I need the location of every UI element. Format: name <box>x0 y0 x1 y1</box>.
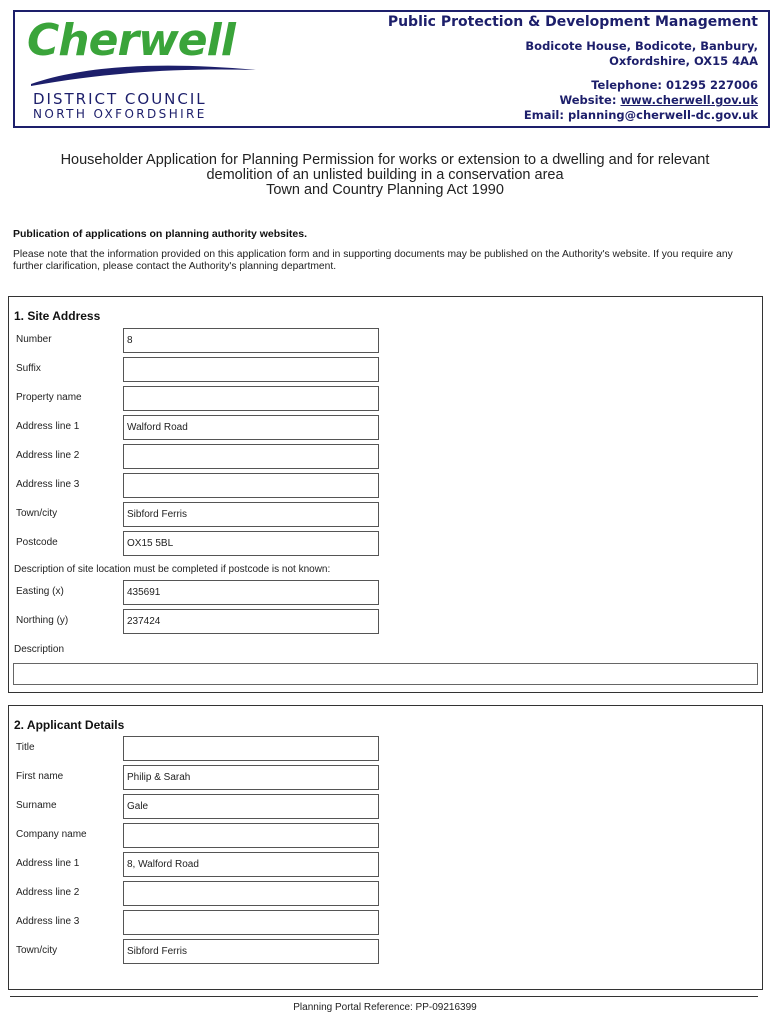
company-name-input[interactable] <box>123 823 379 848</box>
email[interactable]: Email: planning@cherwell-dc.gov.uk <box>523 108 758 122</box>
number-input[interactable] <box>123 328 379 353</box>
site-address-section <box>8 296 763 693</box>
field-label: Address line 3 <box>16 479 80 490</box>
website-label: Website: <box>559 93 621 107</box>
field-town-city <box>15 502 395 528</box>
telephone: Telephone: 01295 227006 <box>591 78 758 92</box>
suffix-input[interactable] <box>123 357 379 382</box>
footer-divider <box>10 996 758 997</box>
field-town-city <box>15 939 395 965</box>
field-address-line-3 <box>15 473 395 499</box>
address-line-2: Oxfordshire, OX15 4AA <box>609 54 758 68</box>
field-surname <box>15 794 395 820</box>
field-value: Gale <box>127 801 149 812</box>
portal-reference: Planning Portal Reference: PP-09216399 <box>293 1002 477 1013</box>
field-first-name <box>15 765 395 791</box>
field-label: Easting (x) <box>16 586 64 597</box>
council-logo-wordmark: Cherwell <box>27 15 235 66</box>
field-suffix <box>15 357 395 383</box>
field-label: Postcode <box>16 537 58 548</box>
first-name-input[interactable] <box>123 765 379 790</box>
publication-text: Please note that the information provided on this application form and in supporting documents may be published on the Authority's website. If you require any further clarification, please contact the Authority's planning department. <box>13 249 733 272</box>
field-label: Number <box>16 334 52 345</box>
property-name-input[interactable] <box>123 386 379 411</box>
town-city-input[interactable] <box>123 502 379 527</box>
field-value: 8 <box>127 335 133 346</box>
applicant-details-section <box>8 705 763 990</box>
field-value: 8, Walford Road <box>127 859 199 870</box>
form-title-line-2: demolition of an unlisted building in a conservation area <box>206 167 564 183</box>
address-line-3-input[interactable] <box>123 910 379 935</box>
publication-heading: Publication of applications on planning authority websites. <box>13 228 308 240</box>
letterhead <box>13 10 770 128</box>
field-label: Address line 1 <box>16 421 80 432</box>
form-title-line-1: Householder Application for Planning Permission for works or extension to a dwelling and for relevant <box>60 152 710 168</box>
address-line-2-input[interactable] <box>123 881 379 906</box>
field-label: Town/city <box>16 508 58 519</box>
section-title: 1. Site Address <box>14 309 101 323</box>
field-label: Northing (y) <box>16 615 69 626</box>
form-title <box>0 153 770 198</box>
field-value: OX15 5BL <box>127 538 174 549</box>
field-label: Title <box>16 742 35 753</box>
field-label: Address line 3 <box>16 916 80 927</box>
field-address-line-1 <box>15 415 395 441</box>
address-line-2-input[interactable] <box>123 444 379 469</box>
field-easting <box>15 580 395 606</box>
field-number <box>15 328 395 354</box>
address-line-1: Bodicote House, Bodicote, Banbury, <box>525 39 758 53</box>
form-title-line-3: Town and Country Planning Act 1990 <box>266 182 504 198</box>
field-value: Sibford Ferris <box>127 946 188 957</box>
logo-swoosh-icon <box>29 62 259 88</box>
field-value: Walford Road <box>127 422 188 433</box>
field-value: 237424 <box>127 616 161 627</box>
field-label: Address line 1 <box>16 858 80 869</box>
department-title: Public Protection & Development Management <box>387 14 758 30</box>
surname-input[interactable] <box>123 794 379 819</box>
field-label: Surname <box>16 800 57 811</box>
field-value: Philip & Sarah <box>127 772 191 783</box>
title-input[interactable] <box>123 736 379 761</box>
field-label: Property name <box>16 392 82 403</box>
address-line-1-input[interactable] <box>123 852 379 877</box>
field-value: Sibford Ferris <box>127 509 188 520</box>
field-label: Address line 2 <box>16 887 80 898</box>
field-address-line-2 <box>15 881 395 907</box>
address-line-1-input[interactable] <box>123 415 379 440</box>
council-region-name: NORTH OXFORDSHIRE <box>33 107 207 121</box>
address-line-3-input[interactable] <box>123 473 379 498</box>
description-input[interactable] <box>13 663 758 685</box>
field-label: Address line 2 <box>16 450 80 461</box>
field-address-line-2 <box>15 444 395 470</box>
location-note: Description of site location must be completed if postcode is not known: <box>14 564 331 575</box>
field-label: Company name <box>16 829 87 840</box>
town-city-input[interactable] <box>123 939 379 964</box>
postcode-input[interactable] <box>123 531 379 556</box>
field-company-name <box>15 823 395 849</box>
field-address-line-3 <box>15 910 395 936</box>
website <box>388 93 758 108</box>
contact-block <box>388 14 758 123</box>
field-property-name <box>15 386 395 412</box>
field-label: First name <box>16 771 64 782</box>
website-link[interactable]: www.cherwell.gov.uk <box>620 93 758 107</box>
field-postcode <box>15 531 395 557</box>
northing-input[interactable] <box>123 609 379 634</box>
field-northing <box>15 609 395 635</box>
section-title: 2. Applicant Details <box>14 718 125 732</box>
field-title <box>15 736 395 762</box>
description-label: Description <box>14 644 65 655</box>
council-district-name: DISTRICT COUNCIL <box>33 90 207 108</box>
field-label: Suffix <box>16 363 41 374</box>
field-address-line-1 <box>15 852 395 878</box>
field-value: 435691 <box>127 587 161 598</box>
field-label: Town/city <box>16 945 58 956</box>
easting-input[interactable] <box>123 580 379 605</box>
